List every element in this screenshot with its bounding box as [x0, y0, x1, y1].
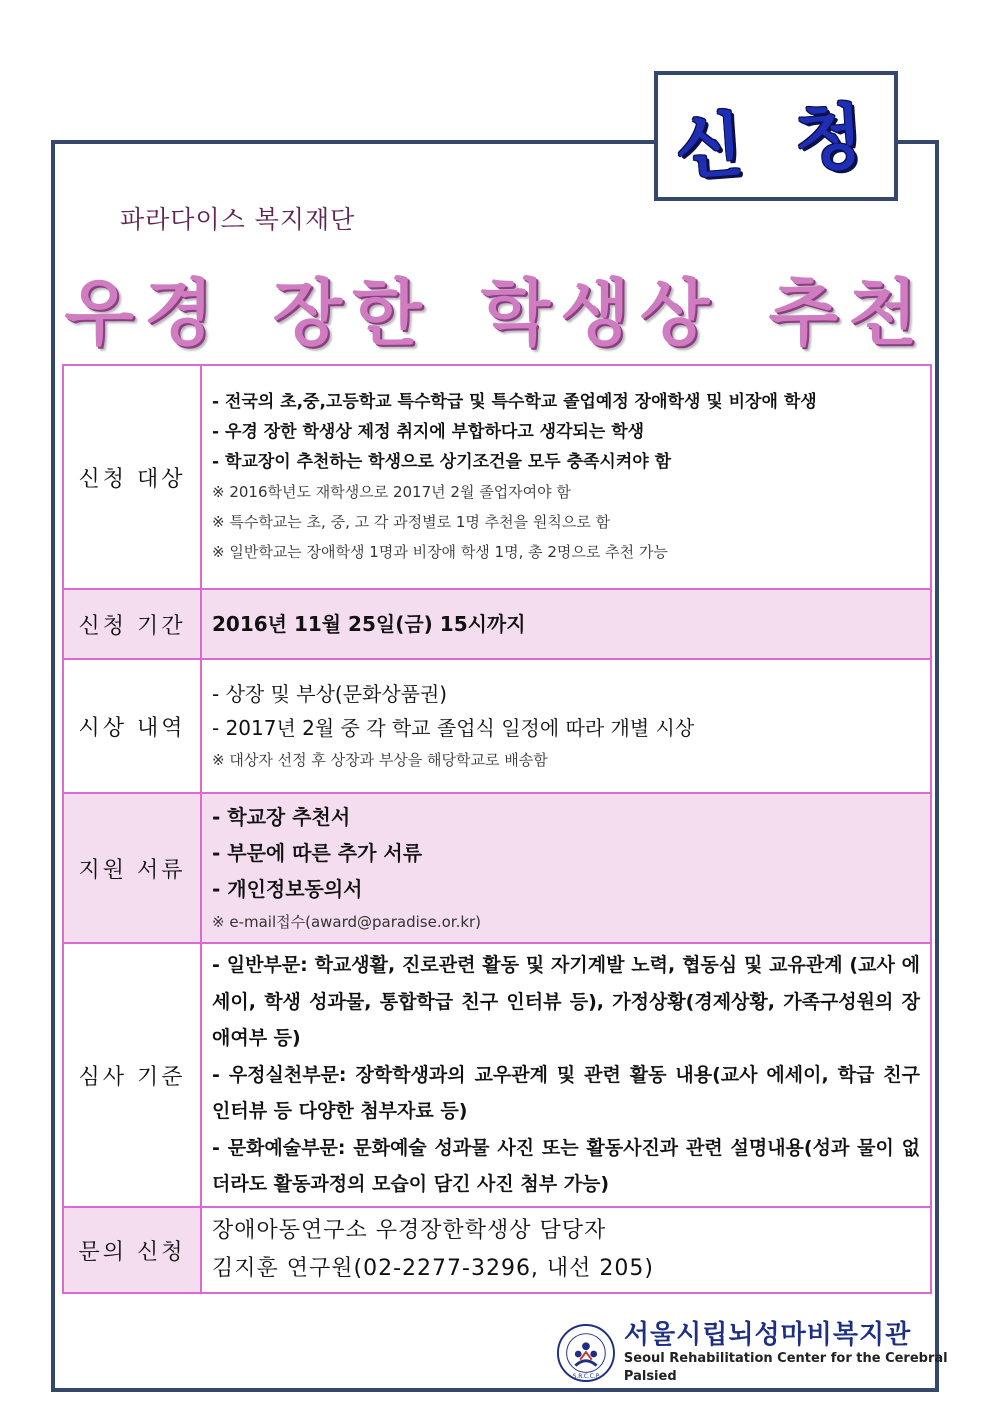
row-content [201, 365, 931, 589]
award-line: - 상장 및 부상(문화상품권) [212, 682, 448, 706]
period-text: 2016년 11월 25일(금) 15시까지 [212, 612, 526, 636]
row-label: 심사 기준 [63, 943, 201, 1207]
table-row-target [63, 365, 931, 589]
note-line: ※ 특수학교는 초, 중, 고 각 과정별로 1명 추천을 원칙으로 함 [212, 513, 611, 531]
table-row-documents [63, 793, 931, 943]
logo-text [624, 1320, 992, 1386]
bullet-line: - 전국의 초,중,고등학교 특수학급 및 특수학교 졸업예정 장애학생 및 비장애 학생 [212, 392, 817, 412]
criteria-paragraph: - 일반부문: 학교생활, 진로관련 활동 및 자기계발 노력, 협동심 및 교유관계 (교사 에세이, 학생 성과물, 통합학급 친구 인터뷰 등), 가정상황(경제상황, 가족구성원의 장애여부 등) [212, 954, 920, 1050]
row-label: 지원 서류 [63, 793, 201, 943]
row-content [201, 589, 931, 659]
table-row-criteria [63, 943, 931, 1207]
footer-logo [556, 1320, 992, 1386]
bullet-line: - 우경 장한 학생상 제정 취지에 부합하다고 생각되는 학생 [212, 422, 645, 442]
criteria-paragraph: - 우정실천부문: 장학학생과의 교우관계 및 관련 활동 내용(교사 에세이, 학급 친구 인터뷰 등 다양한 첨부자료 등) [212, 1063, 920, 1123]
row-content [201, 1207, 931, 1293]
inquiry-line: 장애아동연구소 우경장한학생상 담당자 [212, 1218, 607, 1243]
document-line: - 개인정보동의서 [212, 877, 363, 901]
row-label: 시상 내역 [63, 659, 201, 793]
info-table [62, 364, 932, 1294]
criteria-paragraph: - 문화예술부문: 문화예술 성과물 사진 또는 활동사진과 관련 설명내용(성과 물이 없더라도 활동과정의 모습이 담긴 사진 첨부 가능) [212, 1136, 920, 1196]
row-content [201, 659, 931, 793]
note-line: ※ 대상자 선정 후 상장과 부상을 해당학교로 배송함 [212, 751, 548, 769]
row-label: 신청 기간 [63, 589, 201, 659]
logo-english-name: Seoul Rehabilitation Center for the Cerebral Palsied [623, 1351, 948, 1384]
table-row-period [63, 589, 931, 659]
inquiry-line: 김지훈 연구원(02-2277-3296, 내선 205) [212, 1256, 654, 1281]
table-row-inquiry [63, 1207, 931, 1293]
stamp-text: 신 청 [672, 93, 880, 190]
seal-abbr: S.R.C.C.P [572, 1374, 600, 1381]
bullet-line: - 학교장이 추천하는 학생으로 상기조건을 모두 충족시켜야 함 [212, 452, 672, 472]
note-line: ※ 2016학년도 재학생으로 2017년 2월 졸업자여야 함 [212, 483, 571, 501]
srccp-seal-icon [556, 1322, 616, 1384]
document-line: - 학교장 추천서 [212, 805, 351, 829]
row-label: 신청 대상 [63, 365, 201, 589]
row-content [201, 793, 931, 943]
logo-korean-name: 서울시립뇌성마비복지관 [623, 1320, 912, 1350]
award-line: - 2017년 2월 중 각 학교 졸업식 일정에 따라 개별 시상 [212, 716, 695, 740]
email-note: ※ e-mail접수(award@paradise.or.kr) [212, 913, 482, 931]
organization-name: 파라다이스 복지재단 [120, 205, 356, 234]
document-line: - 부문에 따른 추가 서류 [212, 841, 423, 865]
table-row-award [63, 659, 931, 793]
application-stamp-box [654, 71, 898, 201]
page-title: 우경 장한 학생상 추천 [64, 271, 928, 355]
row-content [201, 943, 931, 1207]
row-label: 문의 신청 [63, 1207, 201, 1293]
note-line: ※ 일반학교는 장애학생 1명과 비장애 학생 1명, 총 2명으로 추천 가능 [212, 543, 668, 561]
